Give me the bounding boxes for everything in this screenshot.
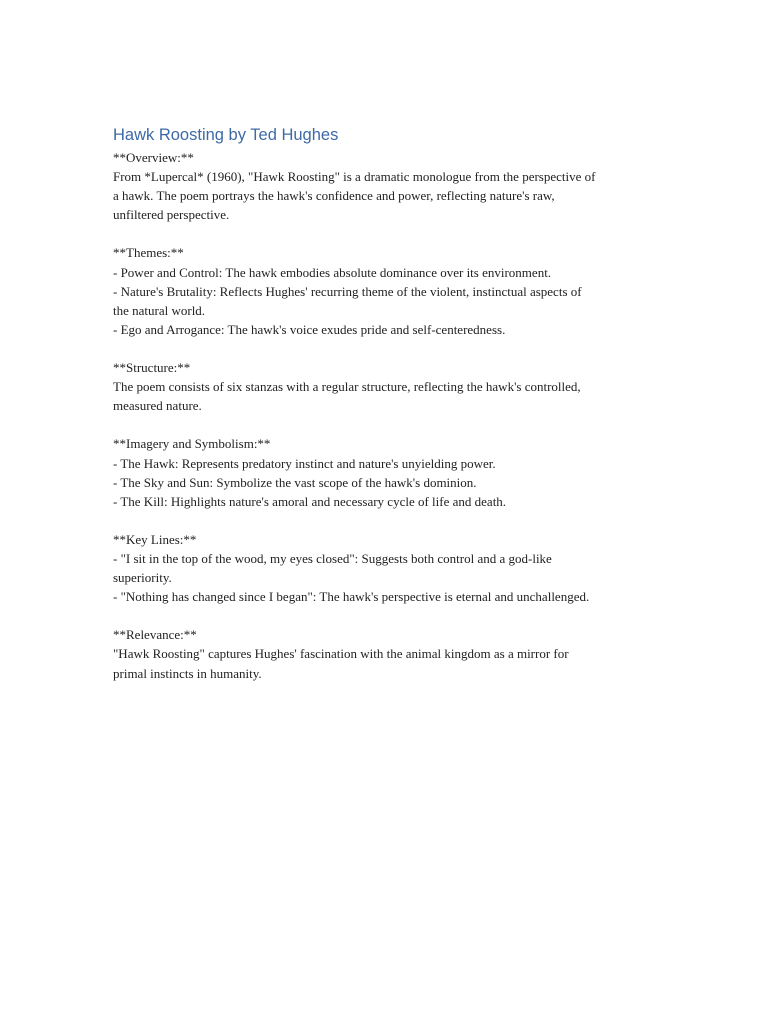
overview-line-3: unfiltered perspective. [113, 207, 230, 223]
key-lines-item-1: - "I sit in the top of the wood, my eyes closed": Suggests both control and a god-like [113, 550, 552, 566]
key-lines-item-1-cont: superiority. [113, 570, 172, 586]
structure-line-1: The poem consists of six stanzas with a regular structure, reflecting the hawk's controlled, [113, 379, 581, 395]
structure-line-2: measured nature. [113, 398, 202, 414]
overview-line-2: a hawk. The poem portrays the hawk's confidence and power, reflecting nature's raw, [113, 188, 555, 204]
themes-heading: **Themes:** [113, 245, 184, 261]
document-body [113, 148, 673, 683]
themes-item-1: - Power and Control: The hawk embodies absolute dominance over its environment. [113, 264, 552, 280]
overview-line-1: From *Lupercal* (1960), "Hawk Roosting" is a dramatic monologue from the perspective of [113, 169, 596, 185]
overview-heading: **Overview:** [113, 150, 194, 165]
blank-line [113, 606, 673, 625]
key-lines-item-2: - "Nothing has changed since I began": The hawk's perspective is eternal and unchallenged. [113, 589, 590, 605]
themes-item-3: - Ego and Arrogance: The hawk's voice exudes pride and self-centeredness. [113, 321, 506, 337]
imagery-heading: **Imagery and Symbolism:** [113, 436, 271, 452]
blank-line [113, 415, 673, 434]
document-page [113, 124, 673, 683]
blank-line [113, 511, 673, 530]
themes-item-2-cont: the natural world. [113, 302, 206, 318]
blank-line [113, 339, 673, 358]
relevance-line-2: primal instincts in humanity. [113, 665, 262, 681]
imagery-item-1: - The Hawk: Represents predatory instinct and nature's unyielding power. [113, 455, 496, 471]
relevance-line-1: "Hawk Roosting" captures Hughes' fascination with the animal kingdom as a mirror for [113, 646, 569, 662]
key-lines-heading: **Key Lines:** [113, 531, 197, 547]
structure-heading: **Structure:** [113, 360, 191, 376]
themes-item-2: - Nature's Brutality: Reflects Hughes' recurring theme of the violent, instinctual aspects of [113, 283, 582, 299]
imagery-item-3: - The Kill: Highlights nature's amoral and necessary cycle of life and death. [113, 493, 507, 509]
document-title: Hawk Roosting by Ted Hughes [113, 126, 339, 144]
blank-line [113, 224, 673, 243]
imagery-item-2: - The Sky and Sun: Symbolize the vast scope of the hawk's dominion. [113, 474, 477, 490]
relevance-heading: **Relevance:** [113, 627, 197, 643]
